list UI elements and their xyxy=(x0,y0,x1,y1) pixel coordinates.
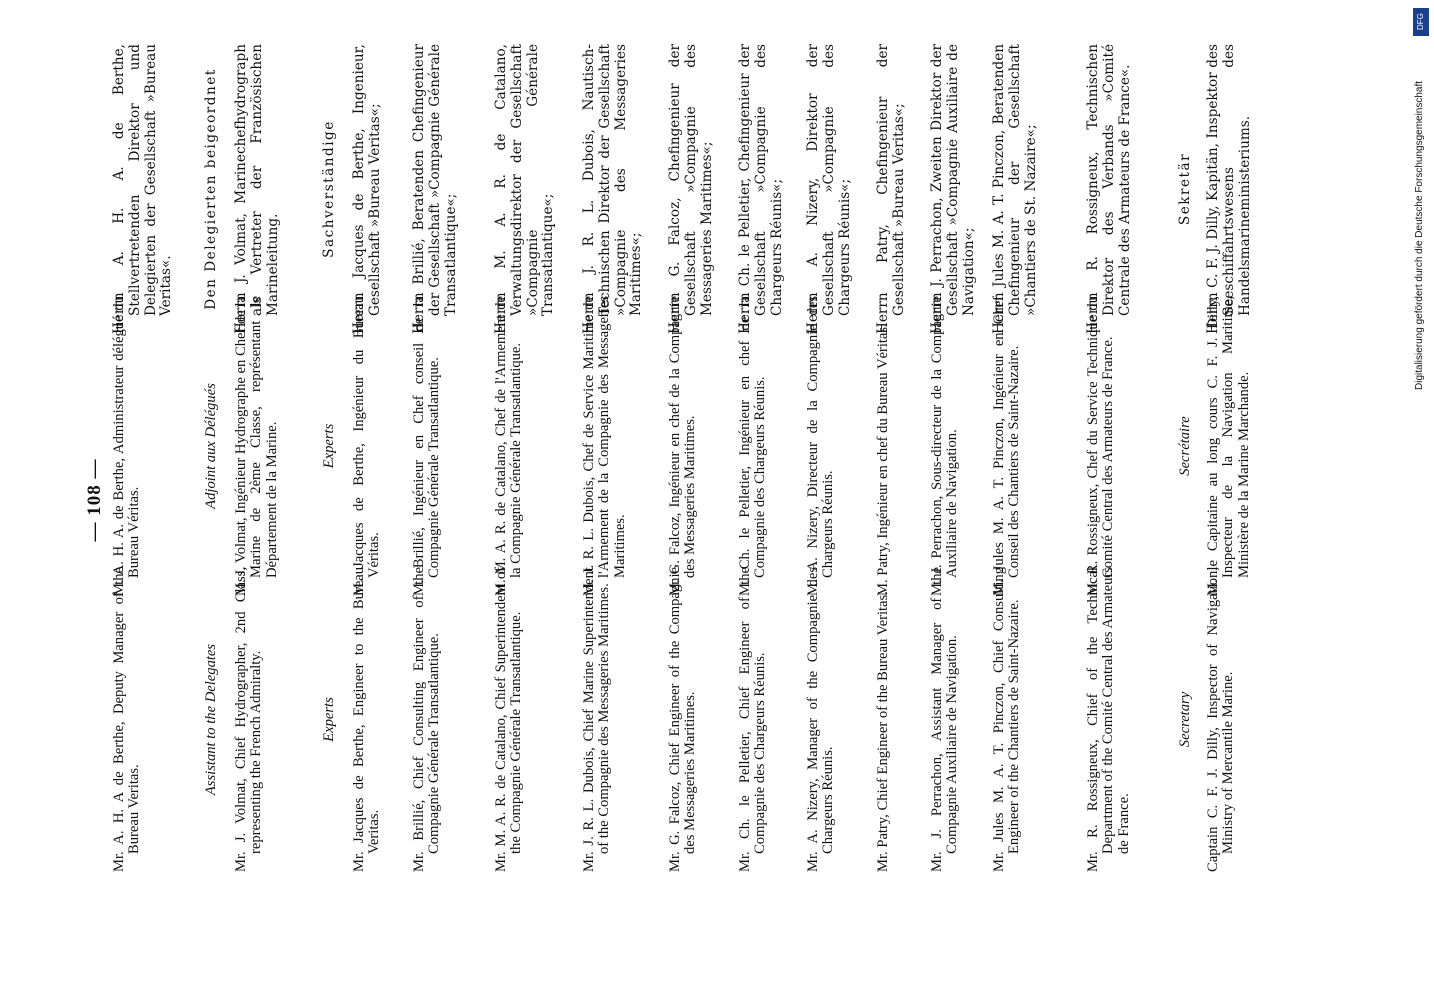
entry-en-perrachon: Mr. J. Perrachon, Assistant Manager of the Compagnie Auxiliaire de Navigation. xyxy=(929,567,961,872)
entry-en-volmat: Mr. J. Volmat, Chief Hydrographer, 2nd Class, representing the French Admiralty. xyxy=(233,567,265,872)
entry-de-dilly: Herrn C. F. J. Dilly, Kapitän, Inspektor des Seeschiffahrtswesens des Handelsmarineministeriums. xyxy=(1205,44,1253,334)
heading-fr-experts: Experts xyxy=(321,423,337,469)
heading-de-sekretaer: Sekretär xyxy=(1177,152,1193,226)
entry-fr-jberthe: M. Jacques de Berthe, Ingénieur du Bureau Véritas. xyxy=(351,296,383,596)
entry-fr-volmat: M. J. Volmat, Ingénieur Hydrographe en Chef de la Marine de 2ème Classe, représentant le Département de la Marine. xyxy=(233,296,280,596)
entry-de-pelletier: Herrn Ch. le Pelletier, Chefingenieur der Gesellschaft »Compagnie des Chargeurs Réunis«; xyxy=(737,44,785,334)
entry-de-brillie: Herrn Brillié, Beratenden Chefingenieur der Gesellschaft »Compagnie Générale Transatlantique«; xyxy=(411,44,459,334)
entry-de-jberthe: Herrn Jacques de Berthe, Ingenieur, Gesellschaft »Bureau Veritas«; xyxy=(351,44,383,334)
entry-en-brillie: Mr. Brillié, Chief Consulting Engineer of the Compagnie Générale Transatlantique. xyxy=(411,567,443,872)
entry-de-catalano: Herrn M. A. R. de Catalano, Verwaltungsdirektor der Gesellschaft »Compagnie Générale Transatlantique«; xyxy=(493,44,557,334)
entry-en-berthe: Mr. A. H. A de Berthe, Deputy Manager of the Bureau Veritas. xyxy=(111,567,143,872)
entry-de-berthe: Herrn A. H. A. de Berthe, Stellvertretenden Direktor und Delegierten der Gesellschaft »Bureau Veritas«. xyxy=(111,44,175,334)
entry-en-catalano: Mr. M. A. R. de Catalano, Chief Superintendent of the Compagnie Générale Transatlantique. xyxy=(493,567,525,872)
entry-de-volmat: Herrn J. Volmat, Marinechefhydrograph als Vertreter der Französischen Marineleitung. xyxy=(233,44,281,334)
page-number: — 108 — xyxy=(84,458,105,542)
entry-de-rossigneux: Herrn R. Rossigneux, Technischen Direktor des Verbands »Comité Centrale des Armateurs de France«. xyxy=(1085,44,1133,334)
entry-fr-nizery: M. A. Nizery, Directeur de la Compagnie des Chargeurs Réunis. xyxy=(805,296,837,596)
entry-de-nizery: Herrn A. Nizery, Direktor der Gesellschaft »Compagnie des Chargeurs Réunis«; xyxy=(805,44,853,334)
entry-en-pinczon: Mr. Jules M. A. T. Pinczon, Chief Consulting Engineer of the Chantiers de Saint-Nazaire. xyxy=(991,567,1023,872)
entry-en-patry: Mr. Patry, Chief Engineer of the Bureau Veritas. xyxy=(875,591,891,872)
entry-en-jberthe: Mr. Jacques de Berthe, Engineer to the Bureau Veritas. xyxy=(351,567,383,872)
entry-fr-falcoz: M. G. Falcoz, Ingénieur en chef de la Compagnie des Messageries Maritimes. xyxy=(667,296,699,596)
entry-fr-perrachon: M. J. Perrachon, Sous-directeur de la Compagnie Auxiliaire de Navigation. xyxy=(929,296,961,596)
entry-en-falcoz: Mr. G. Falcoz, Chief Engineer of the Compagnie des Messageries Maritimes. xyxy=(667,567,699,872)
entry-fr-dubois: M. J. R. L. Dubois, Chef de Service Maritime de l'Armement de la Compagnie des Messageries Maritimes. xyxy=(581,296,628,596)
entry-fr-catalano: M. M. A. R. de Catalano, Chef de l'Armement de la Compagnie Générale Transatlantique. xyxy=(493,296,525,596)
entry-en-dubois: Mr. J. R. L. Dubois, Chief Marine Superintendent of the Compagnie des Messageries Maritimes. xyxy=(581,567,613,872)
entry-fr-brillie: M. Brillié, Ingénieur en Chef conseil de la Compagnie Générale Transatlantique. xyxy=(411,296,443,596)
entry-fr-berthe: M. A. H. A. de Berthe, Administrateur délégué du Bureau Véritas. xyxy=(111,296,143,596)
heading-fr-secretaire: Secrétaire xyxy=(1177,416,1193,476)
entry-en-nizery: Mr. A. Nizery, Manager of the Compagnie des Chargeurs Réunis. xyxy=(805,567,837,872)
german-column xyxy=(112,44,1292,334)
heading-fr-adjoint: Adjoint aux Délégués xyxy=(203,383,219,509)
entry-fr-pelletier: M. Ch. le Pelletier, Ingénieur en chef de la Compagnie des Chargeurs Réunis. xyxy=(737,296,769,596)
entry-fr-pinczon: M. Jules M. A. T. Pinczon, Ingénieur en Chef Conseil des Chantiers de Saint-Nazaire. xyxy=(991,296,1023,596)
entry-de-patry: Herrn Patry, Chefingenieur der Gesellschaft »Bureau Veritas«; xyxy=(875,44,907,334)
entry-de-perrachon: Herrn J. Perrachon, Zweiten Direktor der Gesellschaft »Compagnie Auxiliaire de Navigation«; xyxy=(929,44,977,334)
heading-en-assistant: Assistant to the Delegates xyxy=(203,643,219,796)
heading-en-secretary: Secretary xyxy=(1177,691,1193,748)
english-column xyxy=(112,567,1292,872)
entry-fr-rossigneux: M. R. Rossigneux, Chef du Service Technique du Comité Central des Armateurs de France. xyxy=(1085,296,1117,596)
entry-en-pelletier: Mr. Ch. le Pelletier, Chief Engineer of the Compagnie des Chargeurs Réunis. xyxy=(737,567,769,872)
entry-de-falcoz: Herrn G. Falcoz, Chefingenieur der Gesellschaft »Compagnie des Messageries Maritimes«; xyxy=(667,44,715,334)
heading-en-experts: Experts xyxy=(321,697,337,742)
dfg-credit-text: Digitalisierung gefördert durch die Deutsche Forschungsgemeinschaft xyxy=(1414,80,1425,390)
entry-en-dilly: Captain C. F. J. Dilly, Inspector of Navigation, Ministry of Mercantile Marine. xyxy=(1205,567,1237,872)
heading-de-beigeordnet: Den Delegierten beigeordnet xyxy=(203,68,219,310)
french-column xyxy=(112,296,1292,596)
entry-en-rossigneux: Mr. R. Rossigneux, Chief of the Technical Department of the Comité Central des Armateurs de France. xyxy=(1085,567,1132,872)
entry-fr-dilly: M. le Capitaine au long cours C. F. J. Dilly, Inspecteur de la Navigation Maritime, Ministère de la Marine Marchande. xyxy=(1205,296,1252,596)
dfg-logo: DFG xyxy=(1413,8,1429,36)
heading-de-sachverstaendige: Sachverständige xyxy=(321,120,337,258)
entry-de-dubois: Herrn J. R. L. Dubois, Nautisch-Technischen Direktor der Gesellschaft »Compagnie des Messageries Maritimes«; xyxy=(581,44,645,334)
entry-fr-patry: M. Patry, Ingénieur en chef du Bureau Véritas. xyxy=(875,323,891,596)
entry-de-pinczon: Herrn Jules M. A. T. Pinczon, Beratenden Chefingenieur der Gesellschaft »Chantiers de St. Nazaire«; xyxy=(991,44,1039,334)
